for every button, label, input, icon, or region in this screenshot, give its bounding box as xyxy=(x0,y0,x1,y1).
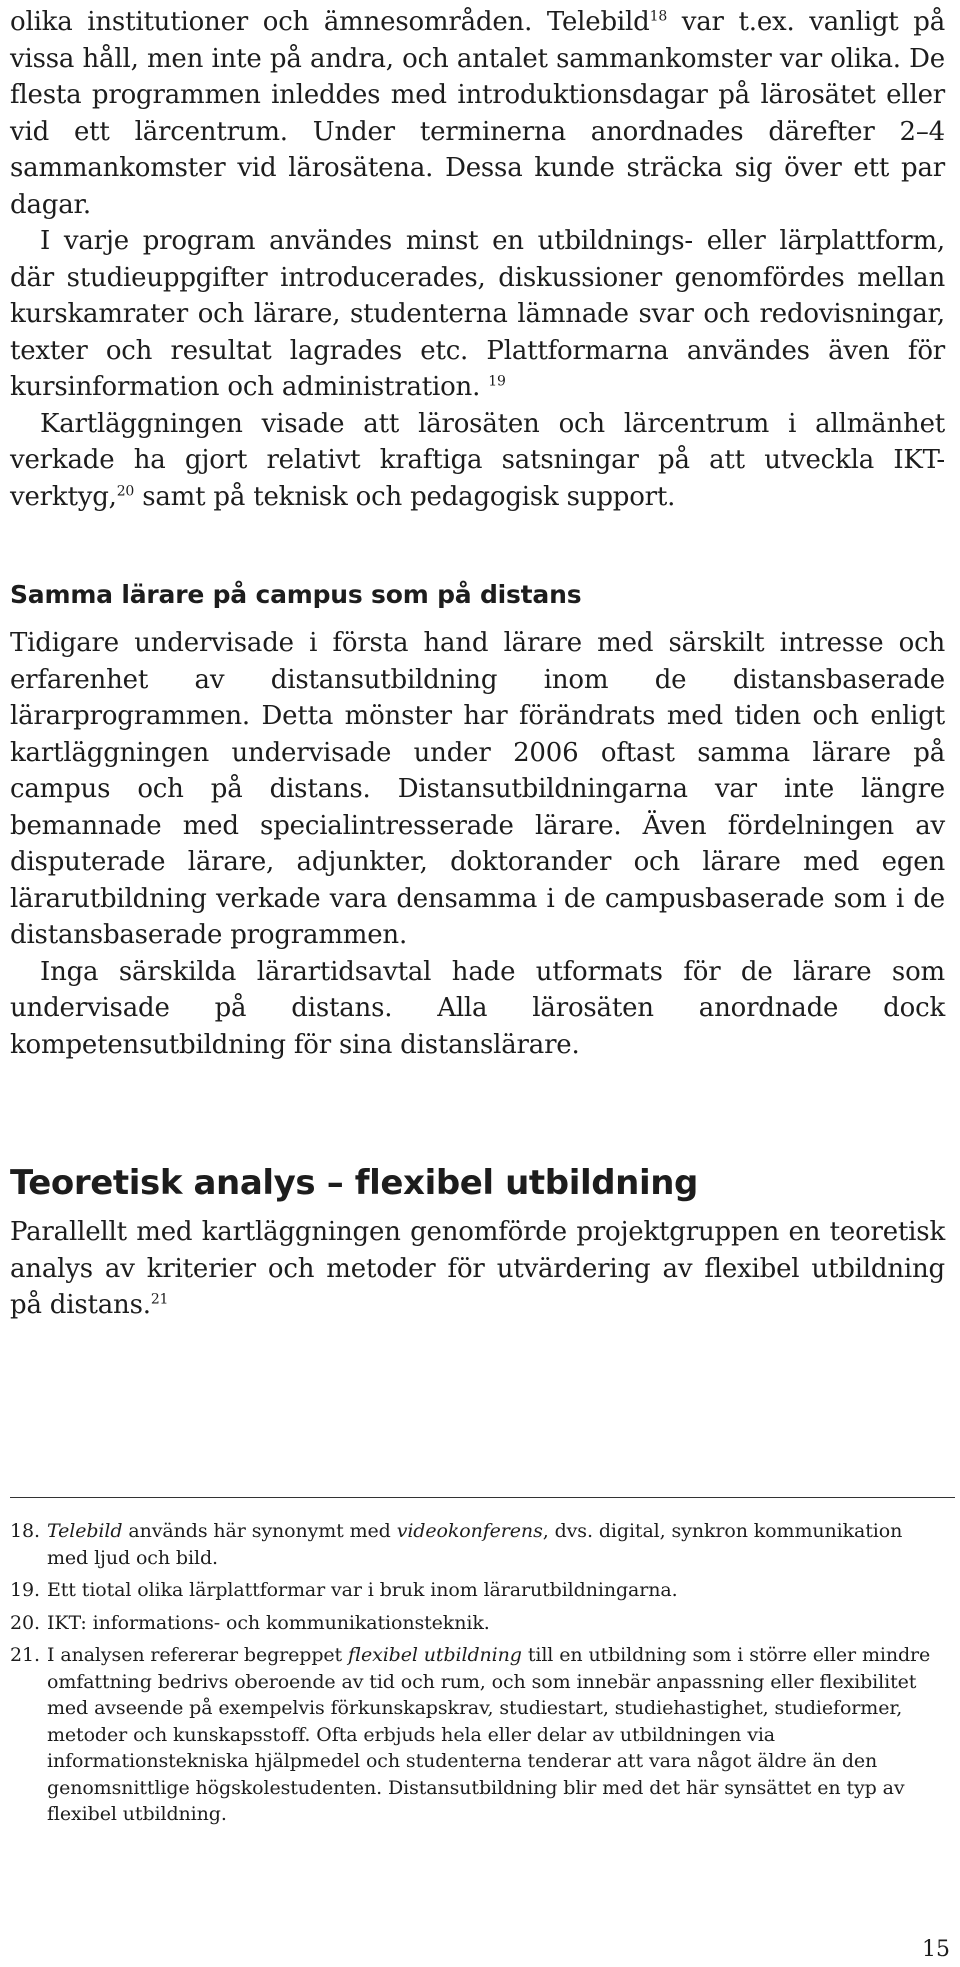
paragraph: Tidigare undervisade i första hand lärare med särskilt intresse och erfarenhet av distansutbildning inom de distansbaserade lärarprogrammen. Detta mönster har förändrats med tiden och enligt kartläggningen undervisade under 2006 oftast samma lärare på campus och på distans. Distansutbildningarna var inte längre bemannade med specialintresserade lärare. Även fördelningen av disputerade lärare, adjunkter, doktorander och lärare med egen lärarutbildning verkade vara densamma i de campusbaserade som i de distansbaserade programmen. xyxy=(10,628,945,950)
footnote-19: 19. Ett tiotal olika lärplattformar var i bruk inom lärarutbildningarna. xyxy=(10,1577,940,1604)
footnote-number: 21. xyxy=(10,1644,40,1666)
footnote-number: 19. xyxy=(10,1579,40,1601)
paragraph: I varje program användes minst en utbildnings- eller lärplattform, där studieuppgifter introducerades, diskussioner genomfördes mellan kurskamrater och lärare, studenterna lämnade svar och redovisningar, texter och resultat lagrades etc. Plattformarna användes även för kursinformation och administration. $^{19}$ xyxy=(10,226,945,402)
paragraph: Kartläggningen visade att lärosäten och lärcentrum i allmänhet verkade ha gjort relativt kraftiga satsningar på att utveckla IKT-verktyg,$^{20}$ samt på teknisk och pedagogisk support. xyxy=(10,408,945,512)
footnote-divider xyxy=(10,1497,955,1498)
section-heading: Samma lärare på campus som på distans xyxy=(10,580,582,609)
footnote-ref-20[interactable]: 20 xyxy=(116,482,135,499)
footnote-number: 20. xyxy=(10,1611,40,1634)
footnote-20: 20. IKT: informations- och kommunikationsteknik. xyxy=(10,1610,940,1637)
paragraph: olika institutioner och ämnesområden. Telebild$^{18}$ var t.ex. vanligt på vissa håll, men inte på andra, och antalet sammankomster var olika. De flesta programmen inleddes med introduktionsdagar på lärosätet eller vid ett lärcentrum. Under terminerna anordnades därefter 2–4 sammankomster vid lärosätena. Dessa kunde sträcka sig över ett par dagar. xyxy=(10,7,946,220)
footnote-ref-18[interactable]: 18 xyxy=(649,8,668,25)
footnote-21: 21. I analysen refererar begreppet flexibel utbildning till en utbildning som i större eller mindre omfattning bedrivs oberoende av tid och rum, och som innebär anpassning eller flexibilitet med avseende på exempelvis förkunskapskrav, studiestart, studiehastighet, studieformer, metoder och kunskapsstoff. Ofta erbjuds hela eller delar av utbildningen via informationstekniska hjälpmedel och studenterna tenderar att vara något äldre än den genomsnittlige högskolestudenten. Distansutbildning blir med det här synsättet en typ av flexibel utbildning. xyxy=(10,1644,931,1825)
page-number: 15 xyxy=(922,1937,950,1962)
section1-body xyxy=(10,4,945,515)
footnotes xyxy=(10,1518,940,1834)
footnote-ref-21[interactable]: 21 xyxy=(150,1291,169,1308)
footnote-number: 18. xyxy=(10,1520,40,1542)
paragraph: Parallellt med kartläggningen genomförde projektgruppen en teoretisk analys av kriterier och metoder för utvärdering av flexibel utbildning på distans.$^{21}$ xyxy=(10,1217,945,1320)
section2-body xyxy=(10,625,945,1063)
footnote-18: 18. Telebild används här synonymt med videokonferens, dvs. digital, synkron kommunikation med ljud och bild. xyxy=(10,1520,903,1569)
section3-body xyxy=(10,1214,945,1324)
chapter-heading: Teoretisk analys – flexibel utbildning xyxy=(10,1163,698,1203)
paragraph: Inga särskilda lärartidsavtal hade utformats för de lärare som undervisade på distans. Alla lärosäten anordnade dock kompetensutbildning för sina distanslärare. xyxy=(10,956,945,1060)
footnote-ref-19[interactable]: 19 xyxy=(488,373,506,390)
